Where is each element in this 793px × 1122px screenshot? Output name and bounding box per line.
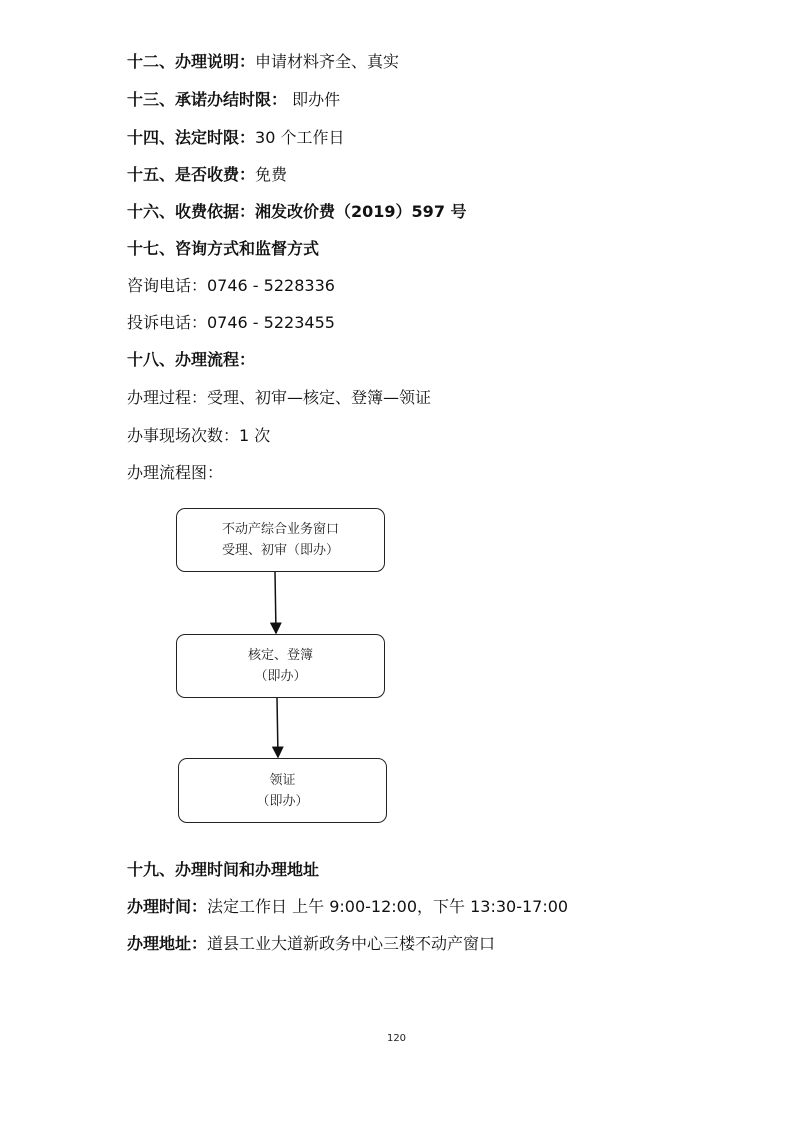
service-time-label: 办理时间：: [127, 897, 208, 916]
service-heading: 十九、办理时间和办理地址: [127, 860, 320, 879]
service-address-label: 办理地址：: [127, 934, 208, 953]
section-value: 30 个工作日: [255, 128, 345, 147]
flow-step-line1: 核定、登簿: [247, 648, 313, 663]
service-address-value: 道县工业大道新政务中心三楼不动产窗口: [207, 934, 496, 953]
section-value: 湘发改价费（2019）597 号: [255, 202, 467, 221]
consult-phone: 咨询电话：0746 - 5228336: [127, 276, 335, 295]
flow-step-certificate: [178, 758, 387, 823]
flowchart-label: 办理流程图：: [127, 463, 224, 482]
page-number: 120: [386, 1033, 407, 1044]
section-label: 十七、咨询方式和监督方式: [127, 239, 320, 258]
process-visits: 办事现场次数：1 次: [127, 426, 271, 445]
flow-step-accept: [176, 508, 385, 572]
flow-step-verify: [176, 634, 385, 698]
arrow-2: [277, 698, 278, 757]
process-heading: 十八、办理流程：: [127, 350, 256, 369]
section-label: 十四、法定时限：: [127, 128, 256, 147]
flow-step-line1: 领证: [269, 772, 296, 788]
flow-step-line2: （即办）: [256, 793, 309, 809]
service-time-value: 法定工作日 上午 9:00-12:00，下午 13:30-17:00: [207, 897, 569, 916]
section-label: 十六、收费依据：: [127, 202, 256, 221]
flow-step-line2: 受理、初审（即办）: [221, 543, 339, 558]
service-time: [127, 897, 568, 917]
section-label: 十五、是否收费：: [127, 165, 256, 184]
section-value: 免费: [255, 165, 288, 184]
section-label: 十二、办理说明：: [127, 52, 256, 71]
section-value: 即办件: [287, 90, 341, 109]
section-value: 申请材料齐全、真实: [255, 52, 400, 71]
process-steps: 办理过程：受理、初审—核定、登簿—领证: [127, 388, 432, 407]
section-label: 十三、承诺办结时限：: [127, 90, 288, 109]
service-address: [127, 934, 495, 954]
flow-step-line1: 不动产综合业务窗口: [221, 522, 339, 537]
flow-step-line2: （即办）: [254, 669, 307, 684]
arrow-1: [275, 572, 276, 633]
complaint-phone: 投诉电话：0746 - 5223455: [127, 313, 335, 332]
